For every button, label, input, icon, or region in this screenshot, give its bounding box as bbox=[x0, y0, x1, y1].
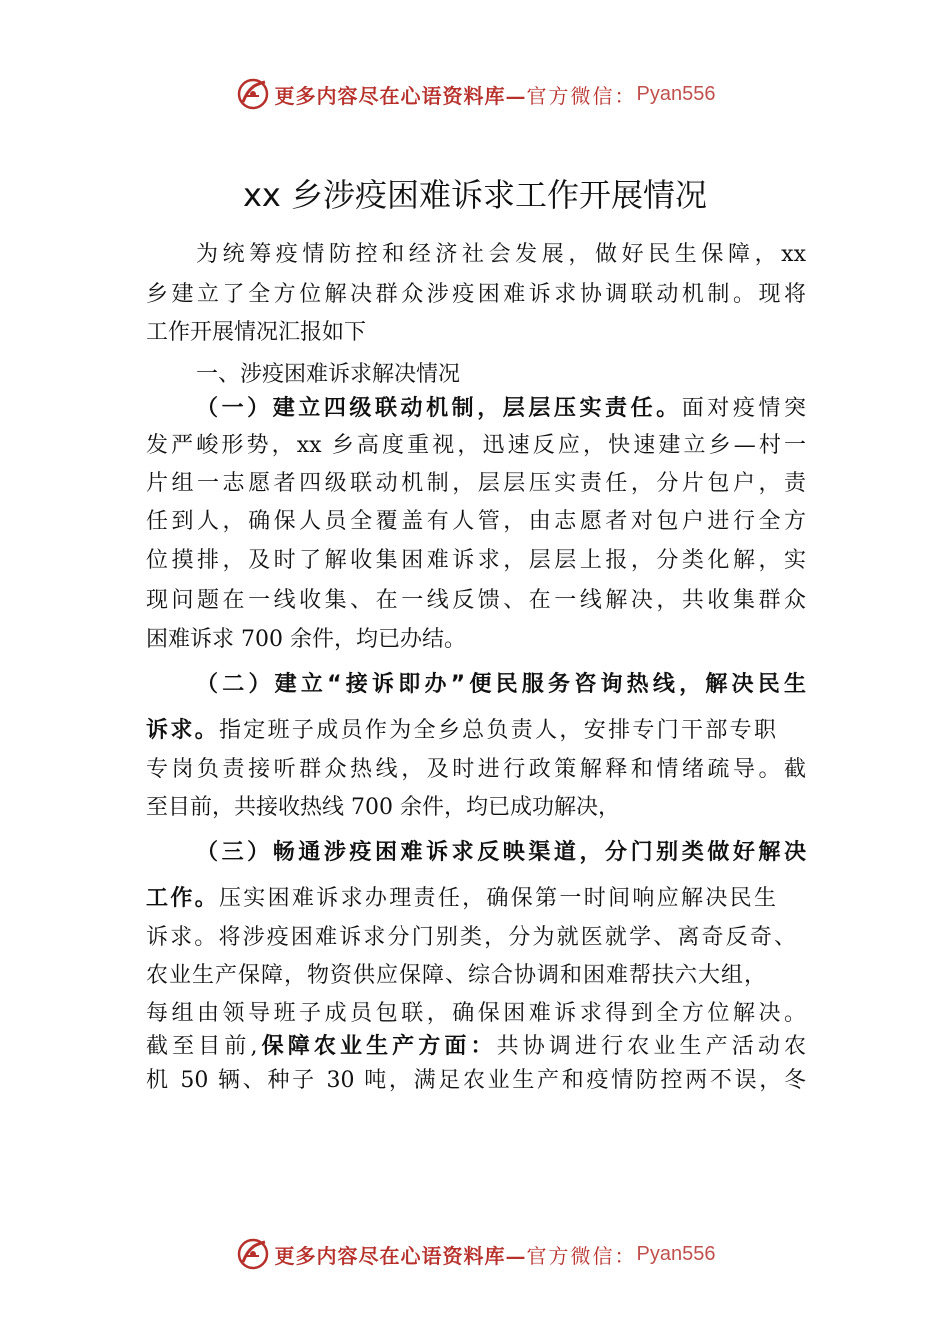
header-banner bbox=[0, 74, 950, 114]
logo-icon bbox=[235, 76, 271, 112]
p3-line-6-prefix: 截至目前, bbox=[146, 1034, 258, 1059]
page-title: xx 乡涉疫困难诉求工作开展情况 bbox=[242, 176, 708, 214]
banner-wechat-id: Pyan556 bbox=[636, 82, 716, 105]
p3-bold-line-1: （三）畅通涉疫困难诉求反映渠道，分门别类做好解决 bbox=[196, 840, 806, 865]
p1-line-3: 片组一志愿者四级联动机制，层层压实责任，分片包户，责 bbox=[146, 471, 806, 496]
p2-line-3: 专岗负责接听群众热线，及时进行政策解释和情绪疏导。截 bbox=[146, 757, 806, 782]
p3-line-4: 农业生产保障，物资供应保障、综合协调和困难帮扶六大组， bbox=[146, 963, 766, 988]
p2-line-2-rest: 指定班子成员作为全乡总负责人，安排专门干部专职 bbox=[218, 718, 776, 743]
p1-first-rest: 面对疫情突 bbox=[681, 396, 806, 421]
banner-wechat-id: Pyan556 bbox=[636, 1242, 716, 1265]
p3-line-7: 机 50 辆、种子 30 吨，满足农业生产和疫情防控两不误，冬 bbox=[146, 1068, 806, 1093]
p3-line-6-bold: 保障农业生产方面： bbox=[257, 1034, 497, 1059]
intro-line-2: 乡建立了全方位解决群众涉疫困难诉求协调联动机制。现将 bbox=[146, 282, 806, 307]
p1-bold-heading: （一）建立四级联动机制，层层压实责任。 bbox=[196, 396, 682, 421]
p3-line-3: 诉求。将涉疫困难诉求分门别类，分为就医就学、离奇反奇、 bbox=[146, 925, 796, 950]
section-heading-1: 一、涉疫困难诉求解决情况 bbox=[196, 362, 461, 387]
p1-line-2: 发严峻形势，xx 乡高度重视，迅速反应，快速建立乡—村一 bbox=[146, 433, 806, 458]
intro-line-3: 工作开展情况汇报如下 bbox=[146, 320, 367, 345]
p3-line-6 bbox=[146, 1032, 806, 1062]
logo-icon bbox=[235, 1236, 271, 1272]
p1-line-7: 困难诉求 700 余件，均已办结。 bbox=[146, 627, 466, 652]
footer-banner bbox=[0, 1234, 950, 1274]
p1-line-4: 任到人，确保人员全覆盖有人管，由志愿者对包户进行全方 bbox=[146, 509, 806, 534]
p3-bold-end: 工作。 bbox=[146, 886, 219, 911]
p2-line-2 bbox=[146, 716, 776, 746]
banner-prefix: 更多内容尽在心语资料库— bbox=[274, 83, 527, 108]
banner-wechat-label: 官方微信： bbox=[526, 1243, 637, 1268]
p2-bold-line-1: （二）建立“接诉即办”便民服务咨询热线，解决民生 bbox=[196, 672, 806, 697]
banner-prefix: 更多内容尽在心语资料库— bbox=[274, 1243, 527, 1268]
banner-wechat-label: 官方微信： bbox=[526, 83, 637, 108]
p3-line-6-rest: 共协调进行农业生产活动农 bbox=[496, 1034, 806, 1059]
p3-line-5: 每组由领导班子成员包联，确保困难诉求得到全方位解决。 bbox=[146, 1001, 806, 1026]
p3-line-2 bbox=[146, 884, 776, 914]
p1-line-6: 现问题在一线收集、在一线反馈、在一线解决，共收集群众 bbox=[146, 588, 806, 613]
p1-first-line bbox=[196, 394, 806, 424]
p2-bold-end: 诉求。 bbox=[146, 718, 219, 743]
p2-line-4: 至目前，共接收热线 700 余件，均已成功解决， bbox=[146, 795, 620, 820]
p3-line-2-rest: 压实困难诉求办理责任，确保第一时间响应解决民生 bbox=[218, 886, 776, 911]
intro-line-1: 为统筹疫情防控和经济社会发展，做好民生保障，xx bbox=[196, 242, 806, 267]
p1-line-5: 位摸排，及时了解收集困难诉求，层层上报，分类化解，实 bbox=[146, 548, 806, 573]
